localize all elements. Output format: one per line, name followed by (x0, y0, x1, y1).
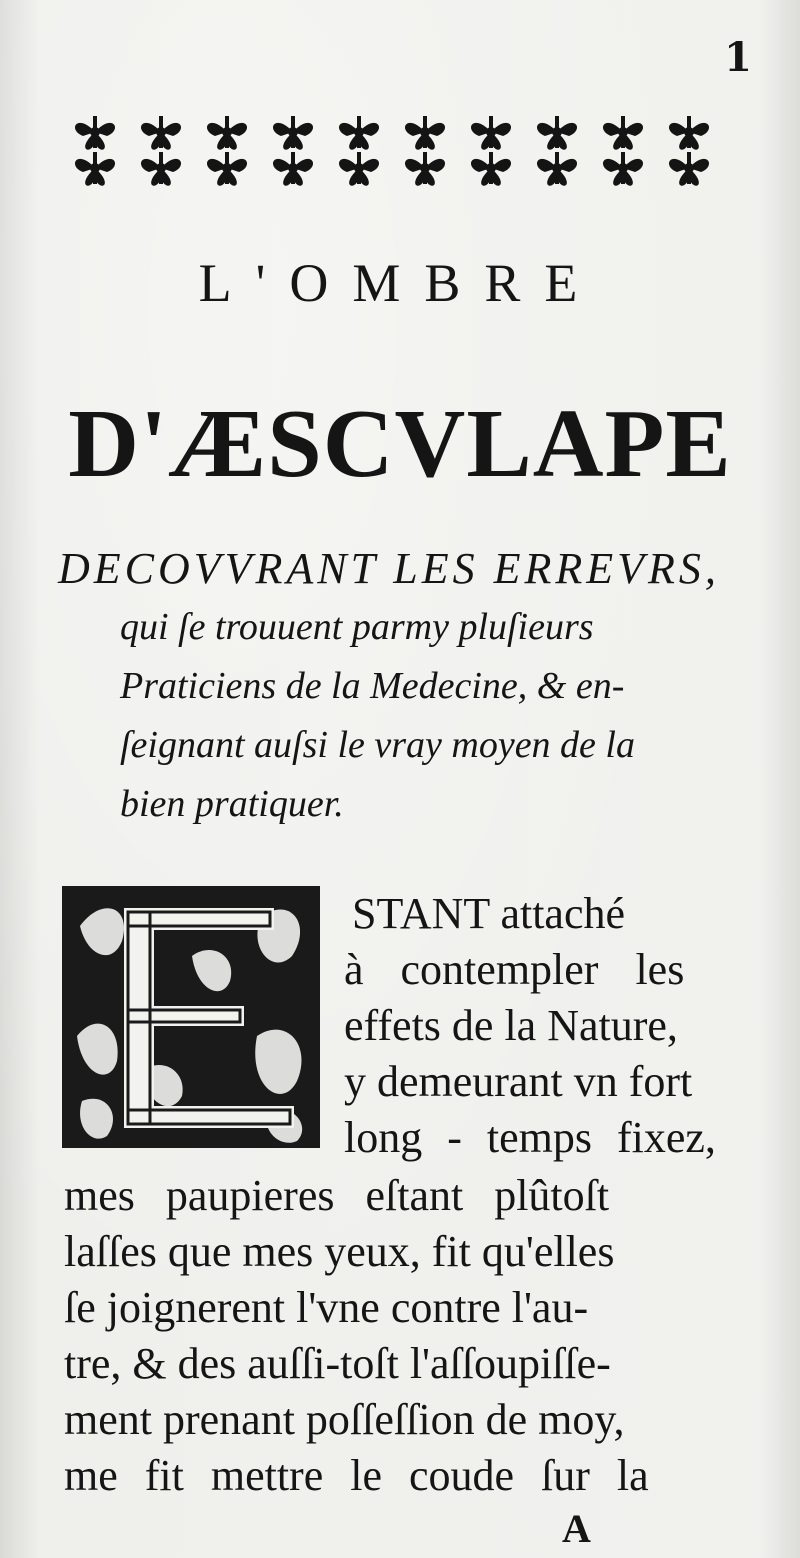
headpiece-motif-icon (603, 152, 643, 186)
body-line: me fit mettre le coude ſur la (64, 1451, 649, 1500)
page-number: 1 (724, 34, 752, 81)
headpiece-motif-icon (339, 152, 379, 186)
headpiece-motif-icon (471, 116, 511, 150)
body-line: long - temps fixez, (344, 1113, 716, 1162)
headpiece-motif-icon (339, 116, 379, 150)
headpiece-motif-icon (537, 152, 577, 186)
subtitle-line: bien pratiquer. (120, 783, 344, 825)
body-line: ment prenant poſſeſſion de moy, (64, 1395, 625, 1444)
title-line-1: L'OMBRE (198, 253, 602, 313)
title-line-2: D'ÆSCVLAPE (68, 390, 732, 498)
subtitle-line: ſeignant auſsi le vray moyen de la (120, 724, 635, 766)
headpiece-motif-icon (669, 116, 709, 150)
headpiece-motif-icon (537, 116, 577, 150)
signature-mark: A (562, 1506, 591, 1551)
subtitle-block (58, 540, 748, 834)
headpiece-motif-icon (141, 116, 181, 150)
headpiece-motif-icon (405, 116, 445, 150)
body-line: effets de la Nature, (344, 1001, 678, 1050)
ornamental-initial-e (62, 886, 320, 1148)
headpiece-motif-icon (207, 116, 247, 150)
headpiece-motif-icon (603, 116, 643, 150)
headpiece-motif-icon (141, 152, 181, 186)
body-line: à contempler les (344, 945, 685, 994)
subtitle-caps: DECOVVRANT LES ERREVRS, (58, 544, 720, 593)
headpiece-motif-icon (75, 116, 115, 150)
headpiece-motif-icon (669, 152, 709, 186)
decorative-headpiece-icon (62, 112, 722, 188)
headpiece-motif-icon (273, 116, 313, 150)
subtitle-line: qui ſe trouuent parmy pluſieurs (120, 606, 594, 648)
headpiece-motif-icon (273, 152, 313, 186)
body-line: y demeurant vn fort (344, 1057, 693, 1106)
subtitle-line: Praticiens de la Medecine, & en- (120, 665, 625, 707)
body-line: ſe joignerent l'vne contre l'au- (64, 1283, 589, 1332)
body-line: tre, & des auſſi-toſt l'aſſoupiſſe- (64, 1339, 611, 1388)
headpiece-motif-icon (75, 152, 115, 186)
headpiece-motif-icon (207, 152, 247, 186)
body-line: laſſes que mes yeux, fit qu'elles (64, 1227, 615, 1276)
body-line: mes paupieres eſtant plûtoſt (64, 1171, 610, 1220)
body-line: STANT attaché (352, 889, 626, 938)
headpiece-motif-icon (471, 152, 511, 186)
headpiece-motif-icon (405, 152, 445, 186)
